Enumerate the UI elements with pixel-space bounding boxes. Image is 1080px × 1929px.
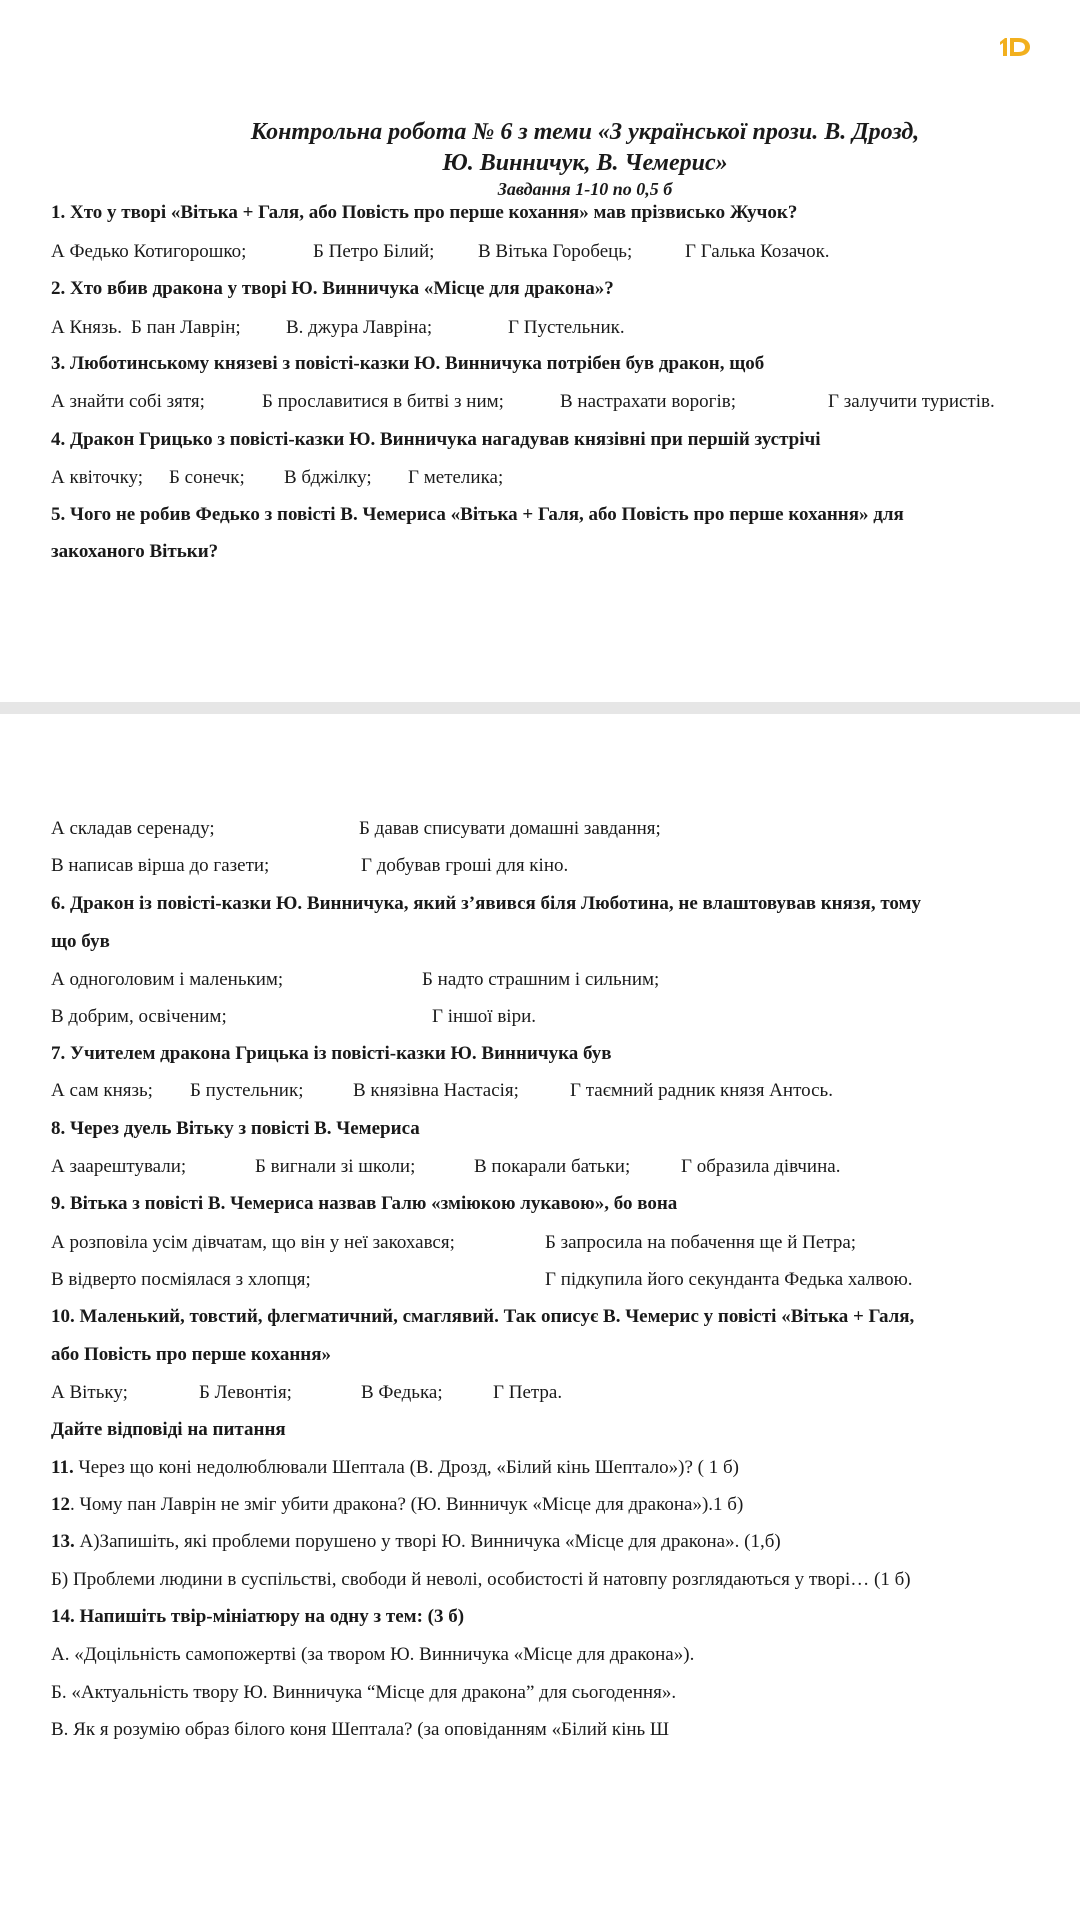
question-5-line1: 5. Чого не робив Федько з повісті В. Чемериса «Вітька + Галя, або Повість про перше кохання» для: [51, 504, 904, 525]
q7-option-c: В князівна Настасія;: [353, 1080, 519, 1101]
q5-option-c: В написав вірша до газети;: [51, 855, 270, 876]
question-8: 8. Через дуель Вітьку з повісті В. Чемериса: [51, 1118, 420, 1139]
question-13-number: 13.: [51, 1531, 75, 1552]
q4-option-c: В бджілку;: [284, 467, 372, 488]
q8-option-a: А заарештували;: [51, 1156, 187, 1177]
question-10-line1: 10. Маленький, товстий, флегматичний, смаглявий. Так описує В. Чемерис у повісті «Вітька + Галя,: [51, 1306, 915, 1327]
q6-option-a: А одноголовим і маленьким;: [51, 969, 284, 990]
q3-option-b: Б прославитися в битві з ним;: [262, 391, 504, 412]
q3-option-d: Г залучити туристів.: [828, 391, 995, 412]
document-title-line2: Ю. Винничук, В. Чемерис»: [442, 150, 728, 176]
question-9: 9. Вітька з повісті В. Чемериса назвав Галю «зміюкою лукавою», бо вона: [51, 1193, 678, 1214]
question-3: 3. Люботинському князеві з повісті-казки Ю. Винничука потрібен був дракон, щоб: [51, 353, 765, 374]
question-12: [51, 1492, 743, 1518]
open-questions-heading: Дайте відповіді на питання: [51, 1419, 286, 1440]
q3-option-a: А знайти собі зятя;: [51, 391, 205, 412]
question-14-option-b: Б. «Актуальність твору Ю. Винничука “Місце для дракона” для сьогодення».: [51, 1682, 677, 1703]
document-subtitle: Завдання 1-10 по 0,5 б: [497, 179, 673, 199]
q5-option-b: Б давав списувати домашні завдання;: [359, 818, 661, 839]
q10-option-a: А Вітьку;: [51, 1382, 128, 1403]
q9-option-a: А розповіла усім дівчатам, що він у неї закохався;: [51, 1232, 455, 1253]
question-4: 4. Дракон Грицько з повісті-казки Ю. Винничука нагадував князівні при першій зустрічі: [51, 429, 821, 450]
question-13-b: Б) Проблеми людини в суспільстві, свободи й неволі, особистості й натовпу розглядаються у творі… (1 б): [51, 1569, 911, 1590]
question-2: 2. Хто вбив дракона у творі Ю. Винничука «Місце для дракона»?: [51, 278, 614, 299]
question-6-line2: що був: [51, 931, 110, 952]
q10-option-c: В Федька;: [361, 1382, 443, 1403]
q2-option-b: Б пан Лаврін;: [131, 317, 241, 338]
q5-option-d: Г добував гроші для кіно.: [361, 855, 569, 876]
q4-option-b: Б сонечк;: [169, 467, 245, 488]
question-11: [51, 1455, 739, 1481]
q8-option-d: Г образила дівчина.: [681, 1156, 841, 1177]
question-7: 7. Учителем дракона Грицька із повісті-казки Ю. Винничука був: [51, 1043, 612, 1064]
q9-option-d: Г підкупила його секунданта Федька халвою.: [545, 1269, 913, 1290]
q6-option-c: В добрим, освіченим;: [51, 1006, 227, 1027]
question-12-text: . Чому пан Лаврін не зміг убити дракона? (Ю. Винничук «Місце для дракона»).1 б): [70, 1494, 744, 1515]
q2-option-a: А Князь.: [51, 317, 122, 338]
q4-option-a: А квіточку;: [51, 467, 144, 488]
page-separator: [0, 702, 1080, 714]
q1-option-d: Г Галька Козачок.: [685, 241, 830, 262]
question-11-text: Через що коні недолюблювали Шептала (В. Дрозд, «Білий кінь Шептало»)? ( 1 б): [73, 1457, 739, 1478]
q9-option-c: В відверто посміялася з хлопця;: [51, 1269, 311, 1290]
q7-option-d: Г таємний радник князя Антось.: [570, 1080, 833, 1101]
q6-option-d: Г іншої віри.: [432, 1006, 537, 1027]
q6-option-b: Б надто страшним і сильним;: [422, 969, 660, 990]
question-10-line2: або Повість про перше кохання»: [51, 1344, 331, 1365]
q7-option-a: А сам князь;: [51, 1080, 153, 1101]
question-5-line2: закоханого Вітьки?: [51, 541, 219, 562]
q10-option-b: Б Левонтія;: [199, 1382, 292, 1403]
q2-option-d: Г Пустельник.: [508, 317, 625, 338]
q1-option-a: А Федько Котигорошко;: [51, 241, 247, 262]
q2-option-c: В. джура Лавріна;: [286, 317, 433, 338]
q10-option-d: Г Петра.: [493, 1382, 563, 1403]
question-14-option-c: В. Як я розумію образ білого коня Шептала? (за оповіданням «Білий кінь Ш: [51, 1719, 670, 1740]
question-14: 14. Напишіть твір-мініатюру на одну з тем: (3 б): [51, 1606, 465, 1627]
question-1: 1. Хто у творі «Вітька + Галя, або Повість про перше кохання» мав прізвисько Жучок?: [51, 202, 798, 223]
q8-option-b: Б вигнали зі школи;: [255, 1156, 416, 1177]
question-12-number: 12: [51, 1494, 70, 1515]
question-13-text: А)Запишіть, які проблеми порушено у творі Ю. Винничука «Місце для дракона». (1,б): [74, 1531, 781, 1552]
question-13: [51, 1529, 781, 1555]
q8-option-c: В покарали батьки;: [474, 1156, 631, 1177]
question-14-option-a: А. «Доцільність самопожертві (за твором Ю. Винничука «Місце для дракона»).: [51, 1644, 695, 1665]
q1-option-c: В Вітька Горобець;: [478, 241, 633, 262]
document-title-line1: Контрольна робота № 6 з теми «З української прози. В. Дрозд,: [250, 119, 920, 145]
q9-option-b: Б запросила на побачення ще й Петра;: [545, 1232, 857, 1253]
question-6-line1: 6. Дракон із повісті-казки Ю. Винничука, який з’явився біля Люботина, не влаштовував князя, тому: [51, 893, 921, 914]
q3-option-c: В настрахати ворогів;: [560, 391, 737, 412]
q5-option-a: А складав серенаду;: [51, 818, 215, 839]
q7-option-b: Б пустельник;: [190, 1080, 304, 1101]
q4-option-d: Г метелика;: [408, 467, 504, 488]
document-page-1: [0, 0, 1080, 702]
q1-option-b: Б Петро Білий;: [313, 241, 435, 262]
question-11-number: 11.: [51, 1457, 74, 1478]
document-page-2: [0, 714, 1080, 1929]
